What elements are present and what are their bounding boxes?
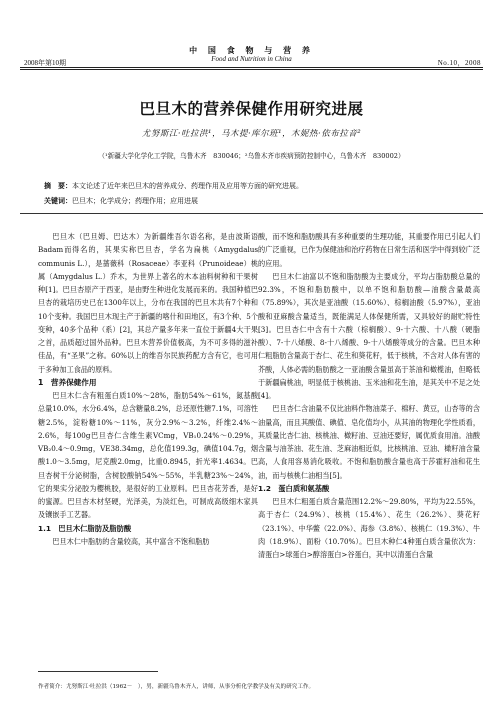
subsection-heading-1-1: 1.1 巴旦木仁脂肪及脂肪酸 bbox=[38, 523, 132, 533]
body-paragraph-intro: 巴旦木（巴旦姆、巴达木）为新疆维吾尔语名称，是由波斯语Badam而得名的，其果实称巴旦杏，学名为扁桃（Amygdalus communis L.），是蔷薇科（Rosaceae）李亚科（Prunoideae）桃属（Amygdalus L.）乔木，为世界上著名的木本油料树种和干果树种[1]。巴旦杏原产于西亚，是由野生种进化发展而来的。我国种植巴旦杏的栽培历史已在1300年以上，分布在我国的巴旦木共有7个种和10个变种。我国巴旦木现主产于新疆的喀什和田地区，有3个种、5个变种，40多个品种（系）[2]，其总产量多年来一直位于新疆4大干果之首，品质超过国外品种。巴旦木营养价值极高，为不可多得的滋补佳品，有“圣果”之称。60%以上的维吾尔民族药配方含有它，也可用于多种加工食品的原料。 bbox=[38, 232, 258, 374]
journal-name-cn: 中 国 食 物 与 营 养 bbox=[189, 45, 314, 55]
header-rule-thick bbox=[20, 67, 483, 68]
header-rule-thin bbox=[20, 69, 483, 70]
keywords-text: 巴旦木；化学成分；药理作用；应用进展 bbox=[72, 197, 198, 205]
section-heading-1: 1 营养保健作用 bbox=[38, 377, 97, 387]
body-paragraph-continued: 酸，而不饱和脂肪酸具有多种重要的生理功能，其重要作用已引起人们的广泛重视，已作为保健油和治疗药物在日常生活和医学中得到较广泛的应用。 bbox=[258, 232, 480, 268]
abstract-text: 本文论述了近年来巴旦木的营养成分、药理作用及应用等方面的研究进展。 bbox=[72, 182, 303, 190]
author-footnote: 作者简介：尤努斯江·吐拉洪（1962－ ），男，新疆乌鲁木齐人，讲师，从事分析化学教学及有关的研究工作。 bbox=[38, 684, 315, 690]
body-paragraph-composition: 巴旦木仁含有粗蛋白质10%～28%，脂肪54%～61%，氮基酸总量10.0%，水分6.4%，总含糖量8.2%，总还原性糖7.1%，可溶性糖2.5%，淀粉糖10%～11%，灰分2.9%～3.2%，纤维2.4%～2.6%，每100g巴旦杏仁含维生素VCmg，VB₁0.24%～0.29%，VB₂0.4～0.9mg，VE38.34mg，总化值199.3g，碘值104.7g，烟酸1.0～3.5mg，尼克酸2.0mg，比重0.8945，折光率1.4634。巴旦杏树干分泌树脂，含树胶酸钠54%～55%，半乳糖23%～24%，它的果实分泌胶为樱桃胶，是很好的工业原料。巴旦杏花芳香，是好的蜜源。巴旦杏木材坚硬，光泽美，为淡红色，可制成高级细木家具及镶嵌手工艺器。 bbox=[38, 391, 258, 520]
body-column-left bbox=[38, 230, 258, 548]
keywords-label: 关键词： bbox=[44, 197, 72, 205]
abstract bbox=[44, 181, 464, 191]
abstract-label: 摘 要： bbox=[44, 182, 72, 190]
issue-label-left: 2008年第10期 bbox=[24, 59, 66, 67]
footnote-rule bbox=[38, 671, 158, 672]
subsection-heading-1-2: 1.2 蛋白质和氨基酸 bbox=[258, 483, 330, 493]
article-authors: 尤努斯江·吐拉洪¹，马木提·库尔班¹，木妮热·依布拉音² bbox=[141, 129, 362, 139]
body-paragraph-oil-quality: 巴旦杏仁含油量不仅比油料作物油菜子、棉籽、黄豆，山杏等的含油量高，而且其酸值、碘值、皂化值均小，从其油的物理化学性质看，其质量比杏仁油、核桃油、橄籽油、豆油还要好，属优质食用油。油酸含量与油茶油、花生油、芝麻油相近似，比核桃油、豆油、橄籽油含量高，人食用容易消化吸收。不饱和脂肪酸含量也高于莎霍籽油和花生油，而与核桃仁油相当[5]。 bbox=[258, 404, 480, 480]
issue-label-right: No.10，2008 bbox=[437, 59, 481, 67]
body-column-right bbox=[258, 230, 480, 561]
article-title: 巴旦木的营养保健作用研究进展 bbox=[139, 100, 364, 118]
body-paragraph-fatty-acids: 巴旦木仁油富以不饱和脂肪酸为主要成分，平均占脂肪酸总量的92.3%，不饱和脂肪酸中，以单不饱和脂肪酸—油酸含量最高（75.89%），其次是亚油酸（15.60%）、棕榈油酸（5.97%），亚油酸和亚麻酸含量适当，既能满足人体保健所需，又具较好的耐贮特性[3]。巴旦杏仁中含有十六酸（棕榈酸）、9-十六酸、十八酸（硬脂酸）、7-十八烯酸、8-十八烯酸、9-十八烯酸等成分的含量。巴旦木种仁粗脂肪含量高于杏仁、花生和葵花籽，低于核桃，不含对人体有害的芥酸，人体必需的脂肪酸之一亚油酸含量虽高于茶油和橄榄油，但略低于新疆扁桃油，明显低于核桃油、玉米油和花生油，是其关中不足之处[4]。 bbox=[258, 271, 480, 400]
journal-header bbox=[0, 0, 503, 70]
body-paragraph-fat: 巴旦木仁中脂肪的含量较高，其中富含不饱和脂肪 bbox=[52, 536, 210, 546]
abstract-rule bbox=[20, 213, 483, 214]
body-paragraph-protein: 巴旦木仁粗蛋白质含量范围12.2%～29.80%，平均为22.55%，高于杏仁（24.9%）、核桃（15.4%）、花生（26.2%）、葵花籽（23.1%）、中华鳖（22.0%）、海参（3.8%）、核桃仁（19.3%）、牛肉（18.9%）、面粉（10.70%）。巴旦木种仁4种蛋白质含量依次为：清蛋白>球蛋白>醇溶蛋白>谷蛋白，其中以清蛋白含量 bbox=[258, 497, 480, 559]
keywords bbox=[44, 196, 464, 206]
journal-name-en: Food and Nutrition in China bbox=[211, 55, 292, 63]
author-affiliation: （¹新疆大学化学化工学院，乌鲁木齐 830046；²乌鲁木齐市疾病预防控制中心，乌鲁木齐 830002） bbox=[98, 152, 405, 160]
